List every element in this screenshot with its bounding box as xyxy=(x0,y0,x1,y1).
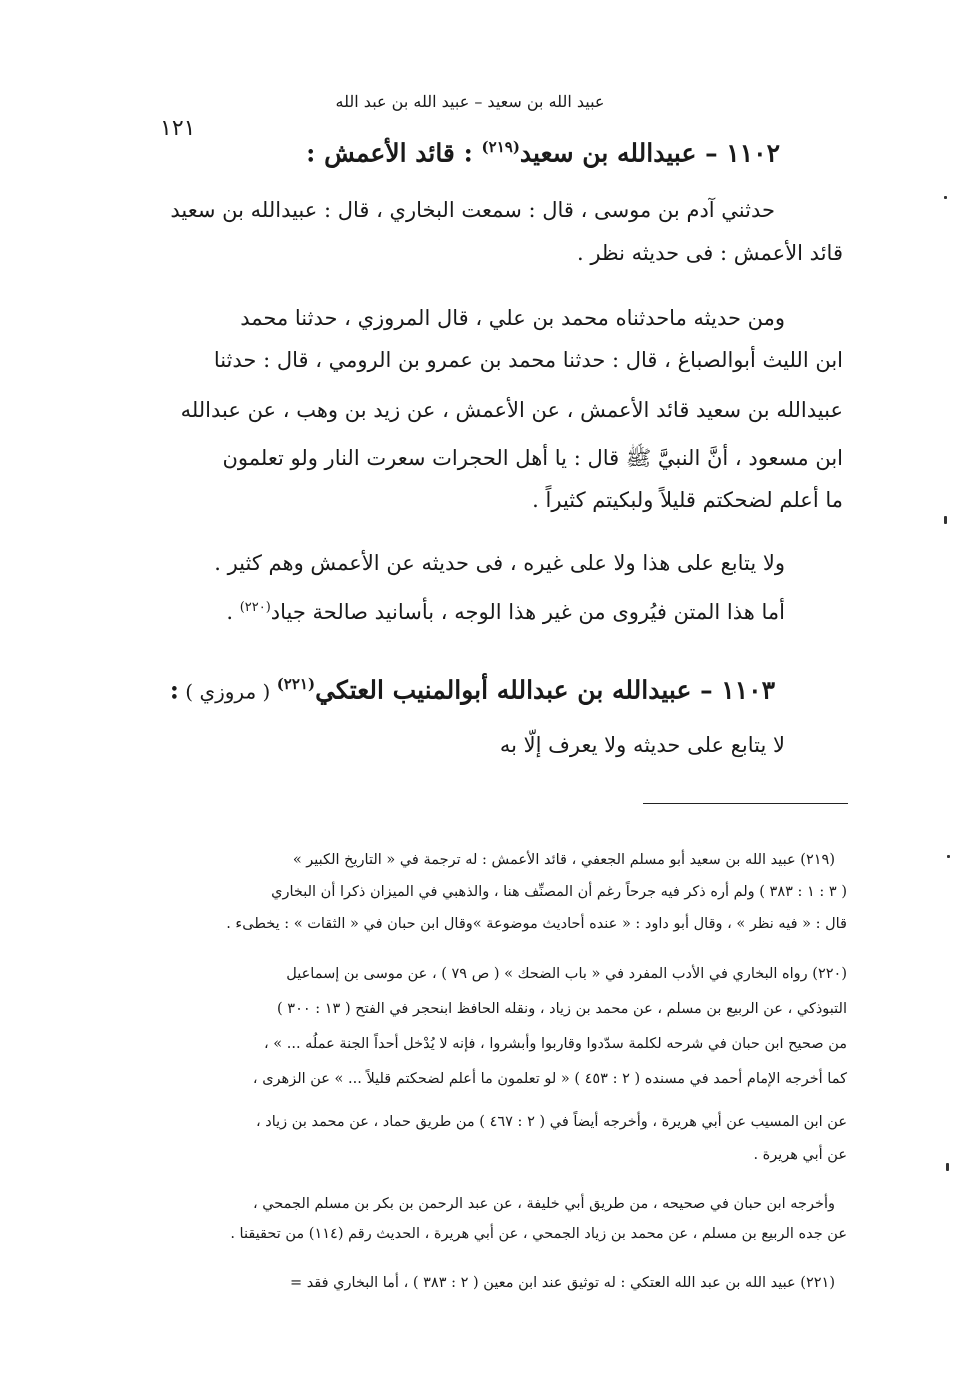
body-line: ما أعلم لضحكتم قليلاً ولبكيتم كثيراً . xyxy=(532,488,843,512)
footnote-ref-219: (٢١٩) xyxy=(481,138,520,156)
footnote-line: قال : « فيه نظر » ، وقال أبو داود : « عنده أحاديث موضوعة »وقال ابن حبان في « الثقات » : يخطىء . xyxy=(226,916,847,932)
body-line: ومن حديثه ماحدثناه محمد بن علي ، قال المروزي ، حدثنا محمد xyxy=(240,306,785,330)
entry-title-suffix: : xyxy=(169,675,179,705)
footnote-line: عن أبي هريرة . xyxy=(753,1147,847,1163)
body-line: قائد الأعمش : فى حديثه نظر . xyxy=(576,241,843,265)
footnote-line: وأخرجه ابن حبان في صحيحه ، من طريق أبي خليفة ، عن عبد الرحمن بن بكر بن مسلم الجمحي ، xyxy=(252,1196,835,1212)
footnote-line: (٢٢١) عبيد الله بن عبد الله العتكي : له توثيق عند ابن معين ( ٢ : ٣٨٣ ) ، أما البخاري فقد = xyxy=(289,1275,835,1291)
scan-speck xyxy=(947,855,950,858)
scan-speck xyxy=(944,516,947,524)
running-header: عبيد الله بن سعيد – عبيد الله بن عبد الله xyxy=(335,92,605,111)
page-number: ١٢١ xyxy=(160,116,196,141)
footnote-line: عن جده الربيع بن مسلم ، عن محمد بن زياد الجمحي ، عن أبي هريرة ، الحديث رقم (١١٤) من تحقيقنا . xyxy=(230,1226,847,1242)
footnote-line: (٢٢٠) رواه البخاري في الأدب المفرد في « باب الضحك » ( ص ٧٩ ) ، عن موسى بن إسماعيل xyxy=(286,966,847,982)
body-line xyxy=(226,600,785,625)
footnote-line: عن ابن المسيب عن أبي هريرة ، وأخرجه أيضاً في ( ٢ : ٤٦٧ ) من طريق حماد ، عن محمد بن زياد ، xyxy=(255,1114,847,1130)
body-line: ابن مسعود ، أنَّ النبيَّ ﷺ قال : يا أهل الحجرات سعرت النار ولو تعلمون xyxy=(222,446,843,470)
entry-title-1103 xyxy=(170,675,775,704)
footnote-ref-220: (٢٢٠) xyxy=(239,600,271,615)
footnote-line: التبوذكي ، عن الربيع بن مسلم ، عن محمد بن زياد ، ونقله الحافظ ابنحجر في الفتح ( ١٣ : ٣٠٠ ) xyxy=(277,1001,847,1017)
entry-title-text: ١١٠٢ – عبيدالله بن سعيد xyxy=(519,138,780,168)
entry-title-suffix: : قائد الأعمش : xyxy=(306,138,482,168)
footnote-separator xyxy=(643,803,848,804)
body-line: ولا يتابع على هذا ولا على غيره ، فى حديثه عن الأعمش وهم كثير . xyxy=(214,551,785,575)
entry-title-text: ١١٠٣ – عبيدالله بن عبدالله أبوالمنيب العتكي xyxy=(315,675,775,705)
footnote-ref-221: (٢٢١) xyxy=(276,675,316,693)
footnote-line: (٢١٩) عبيد الله بن سعيد أبو مسلم الجعفي ، قائد الأعمش : له ترجمة في « التاريخ الكبير » xyxy=(292,852,835,868)
body-line: ابن الليث أبوالصباغ ، قال : حدثنا محمد بن عمرو بن الرومي ، قال : حدثنا xyxy=(213,348,843,372)
footnote-line: ( ٣ : ١ : ٣٨٣ ) ولم أره ذكر فيه جرحاً رغم أن المصنِّف هنا ، والذهبي في الميزان ذكرا أن البخاري xyxy=(271,884,847,900)
footnote-line: من صحيح ابن حبان في شرحه لكلمة سدّدوا وقاربوا وأبشروا ، فإنه لا يُدْخل أحداً الجنة عملُه ... » ، xyxy=(263,1036,847,1052)
closing-end: . xyxy=(226,600,240,624)
scan-speck xyxy=(946,1163,949,1171)
body-line: لا يتابع على حديثه ولا يعرف إلّا به xyxy=(499,733,785,757)
body-line: عبيدالله بن سعيد قائد الأعمش ، عن الأعمش ، عن زيد بن وهب ، عن عبدالله xyxy=(180,398,843,422)
closing-text: أما هذا المتن فيُروى من غير هذا الوجه ، بأسانيد صالحة جياد xyxy=(270,600,785,624)
footnote-line: كما أخرجه الإمام أحمد في مسنده ( ٢ : ٤٥٣ ) « لو تعلمون ما أعلم لضحكتم قليلاً ... » عن الزهرى ، xyxy=(252,1071,847,1087)
entry-title-origin: ( مروزي ) xyxy=(178,679,277,704)
scan-speck xyxy=(944,196,947,199)
entry-title-1102 xyxy=(306,138,780,167)
body-line: حدثني آدم بن موسى ، قال : سمعت البخاري ، قال : عبيدالله بن سعيد xyxy=(170,198,775,222)
